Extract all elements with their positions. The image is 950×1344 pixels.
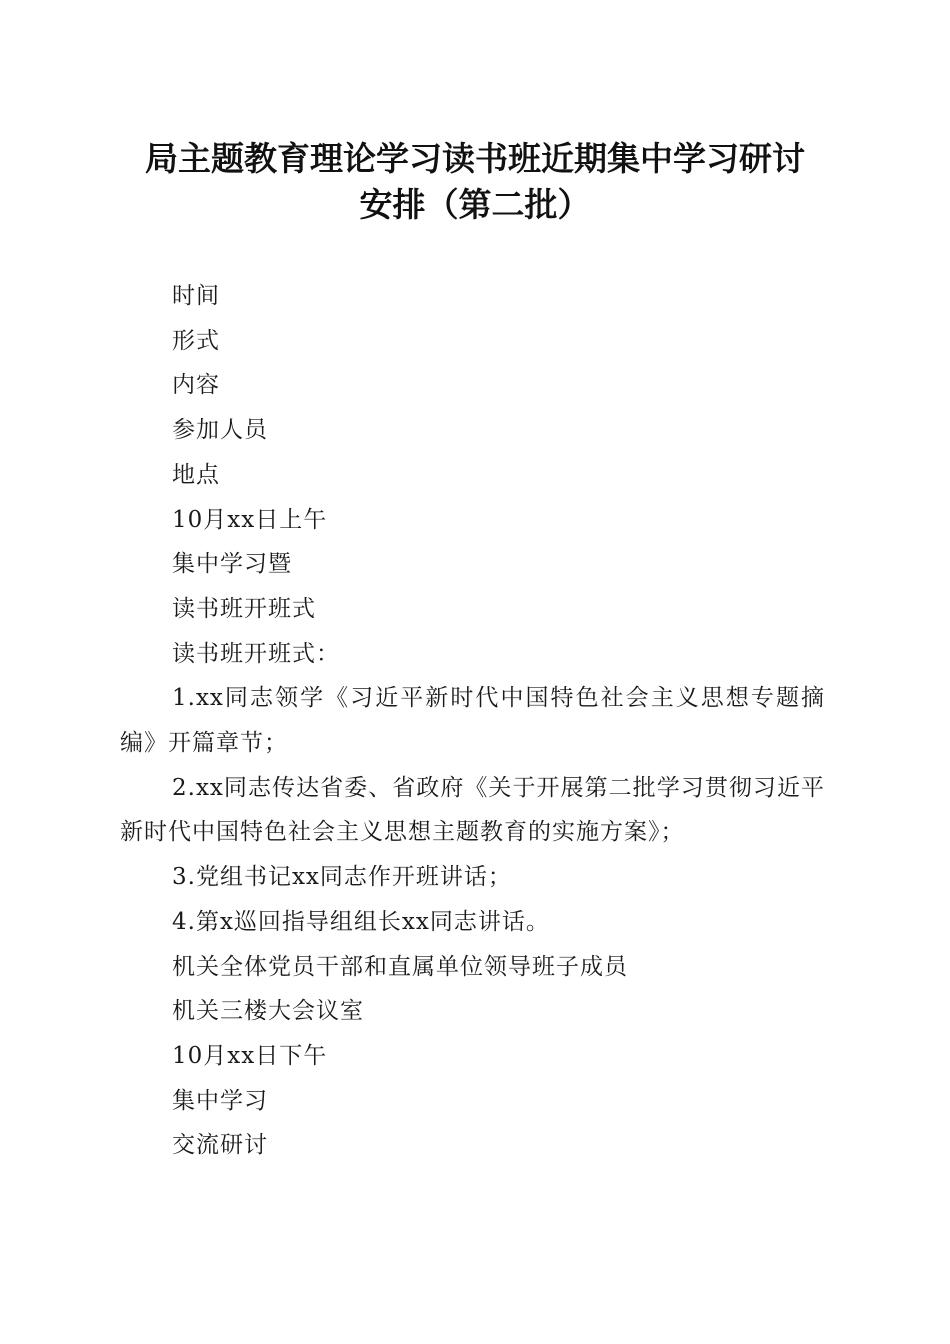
session-2-format-line-2: 交流研讨: [172, 1132, 268, 1159]
session-1-item-4: 4.第x巡回指导组组长xx同志讲话。: [172, 908, 550, 935]
session-1-format-line-1: 集中学习暨: [172, 551, 292, 578]
label-participants: 参加人员: [172, 417, 268, 444]
session-1-item-2: 2.xx同志传达省委、省政府《关于开展第二批学习贯彻习近平新时代中国特色社会主义思想主题教育的实施方案》；: [120, 774, 825, 846]
label-time: 时间: [172, 283, 220, 309]
title-line-2: 安排（第二批）: [359, 185, 591, 224]
label-content: 内容: [172, 372, 220, 399]
title-line-1: 局主题教育理论学习读书班近期集中学习研讨: [145, 139, 805, 178]
session-1-content-heading: 读书班开班式：: [172, 640, 340, 667]
label-location: 地点: [172, 461, 220, 488]
session-2-format-line-1: 集中学习: [172, 1087, 268, 1114]
session-1-format-line-2: 读书班开班式: [172, 595, 316, 622]
session-1-participants: 机关全体党员干部和直属单位领导班子成员: [172, 953, 628, 980]
session-1-item-3: 3.党组书记xx同志作开班讲话；: [172, 864, 512, 891]
session-1-time: 10月xx日上午: [172, 506, 328, 533]
label-format: 形式: [172, 327, 220, 354]
session-1-location: 机关三楼大会议室: [172, 998, 364, 1025]
session-2-time: 10月xx日下午: [172, 1042, 328, 1069]
session-1-item-1: 1.xx同志领学《习近平新时代中国特色社会主义思想专题摘编》开篇章节；: [120, 685, 825, 757]
document-body: [120, 274, 825, 1168]
document-title: [110, 136, 840, 228]
